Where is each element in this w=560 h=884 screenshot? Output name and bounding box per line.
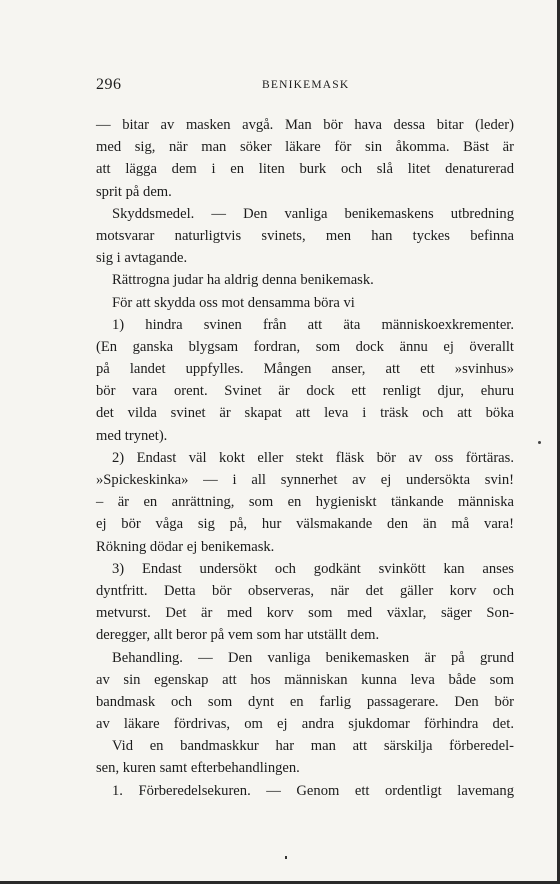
text-line: av sin egenskap att hos människan kunna leva både som: [96, 671, 514, 688]
list-item-line: 1) hindra svinen från att äta människoexkrementer.: [112, 316, 514, 333]
text-line: bandmask och som dynt en farlig passagerare. Den bör: [96, 693, 514, 710]
text-line: att lägga dem i en liten burk och slå litet denaturerad: [96, 161, 514, 178]
text-line: (En ganska blygsam fordran, som dock ännu ej överallt: [96, 338, 514, 355]
page-number: 296: [96, 76, 122, 93]
text-line: sig i avtagande.: [96, 250, 188, 267]
ink-speck: [285, 856, 287, 859]
text-line: sen, kuren samt efterbehandlingen.: [96, 760, 300, 777]
text-line: — bitar av masken avgå. Man bör hava dessa bitar (leder): [96, 117, 514, 133]
text-line: ej bör våga sig på, hur välsmakande den än må vara!: [96, 516, 514, 533]
list-item-line: 2) Endast väl kokt eller stekt fläsk bör av oss förtäras.: [112, 449, 514, 466]
text-line: För att skydda oss mot densamma böra vi: [112, 294, 355, 311]
text-line: bör vara orent. Svinet är dock ett renligt djur, ehuru: [96, 383, 514, 400]
text-line: det vilda svinet är skapat att leva i träsk och att böka: [96, 405, 514, 422]
list-item-line: 1. Förberedelsekuren. — Genom ett ordentligt lavemang: [112, 782, 514, 799]
text-line: deregger, allt beror på vem som har utställt dem.: [96, 627, 380, 644]
body-text: [96, 114, 514, 802]
section-heading-line: Skyddsmedel. — Den vanliga benikemaskens utbredning: [112, 205, 514, 222]
section-heading-line: Behandling. — Den vanliga benikemasken är på grund: [112, 649, 514, 666]
running-title: BENIKEMASK: [262, 79, 350, 91]
text-line: »Spickeskinka» — i all synnerhet av ej undersökta svin!: [96, 472, 514, 488]
text-line: sprit på dem.: [96, 183, 172, 200]
text-line: metvurst. Det är med korv som med växlar, säger Son-: [96, 605, 514, 622]
text-line: Vid en bandmaskkur har man att särskilja förberedel-: [112, 738, 514, 755]
text-line: med trynet).: [96, 427, 168, 444]
text-line: på landet uppfylles. Mången anser, att ett »svinhus»: [96, 361, 514, 378]
text-line: Rättrogna judar ha aldrig denna benikemask.: [112, 272, 374, 289]
text-line: med sig, när man söker läkare för sin åkomma. Bäst är: [96, 139, 514, 156]
text-line: motsvarar naturligtvis svinets, men han tyckes befinna: [96, 227, 514, 244]
text-line: Rökning dödar ej benikemask.: [96, 538, 275, 555]
text-line: dyntfritt. Detta bör observeras, när det gäller korv och: [96, 582, 514, 599]
list-item-line: 3) Endast undersökt och godkänt svinkött kan anses: [112, 560, 514, 577]
text-line: av läkare fördrivas, om ej andra sjukdomar förhindra det.: [96, 716, 514, 733]
text-line: – är en anrättning, som en hygieniskt tänkande människa: [96, 494, 514, 511]
ink-speck: [538, 441, 541, 444]
